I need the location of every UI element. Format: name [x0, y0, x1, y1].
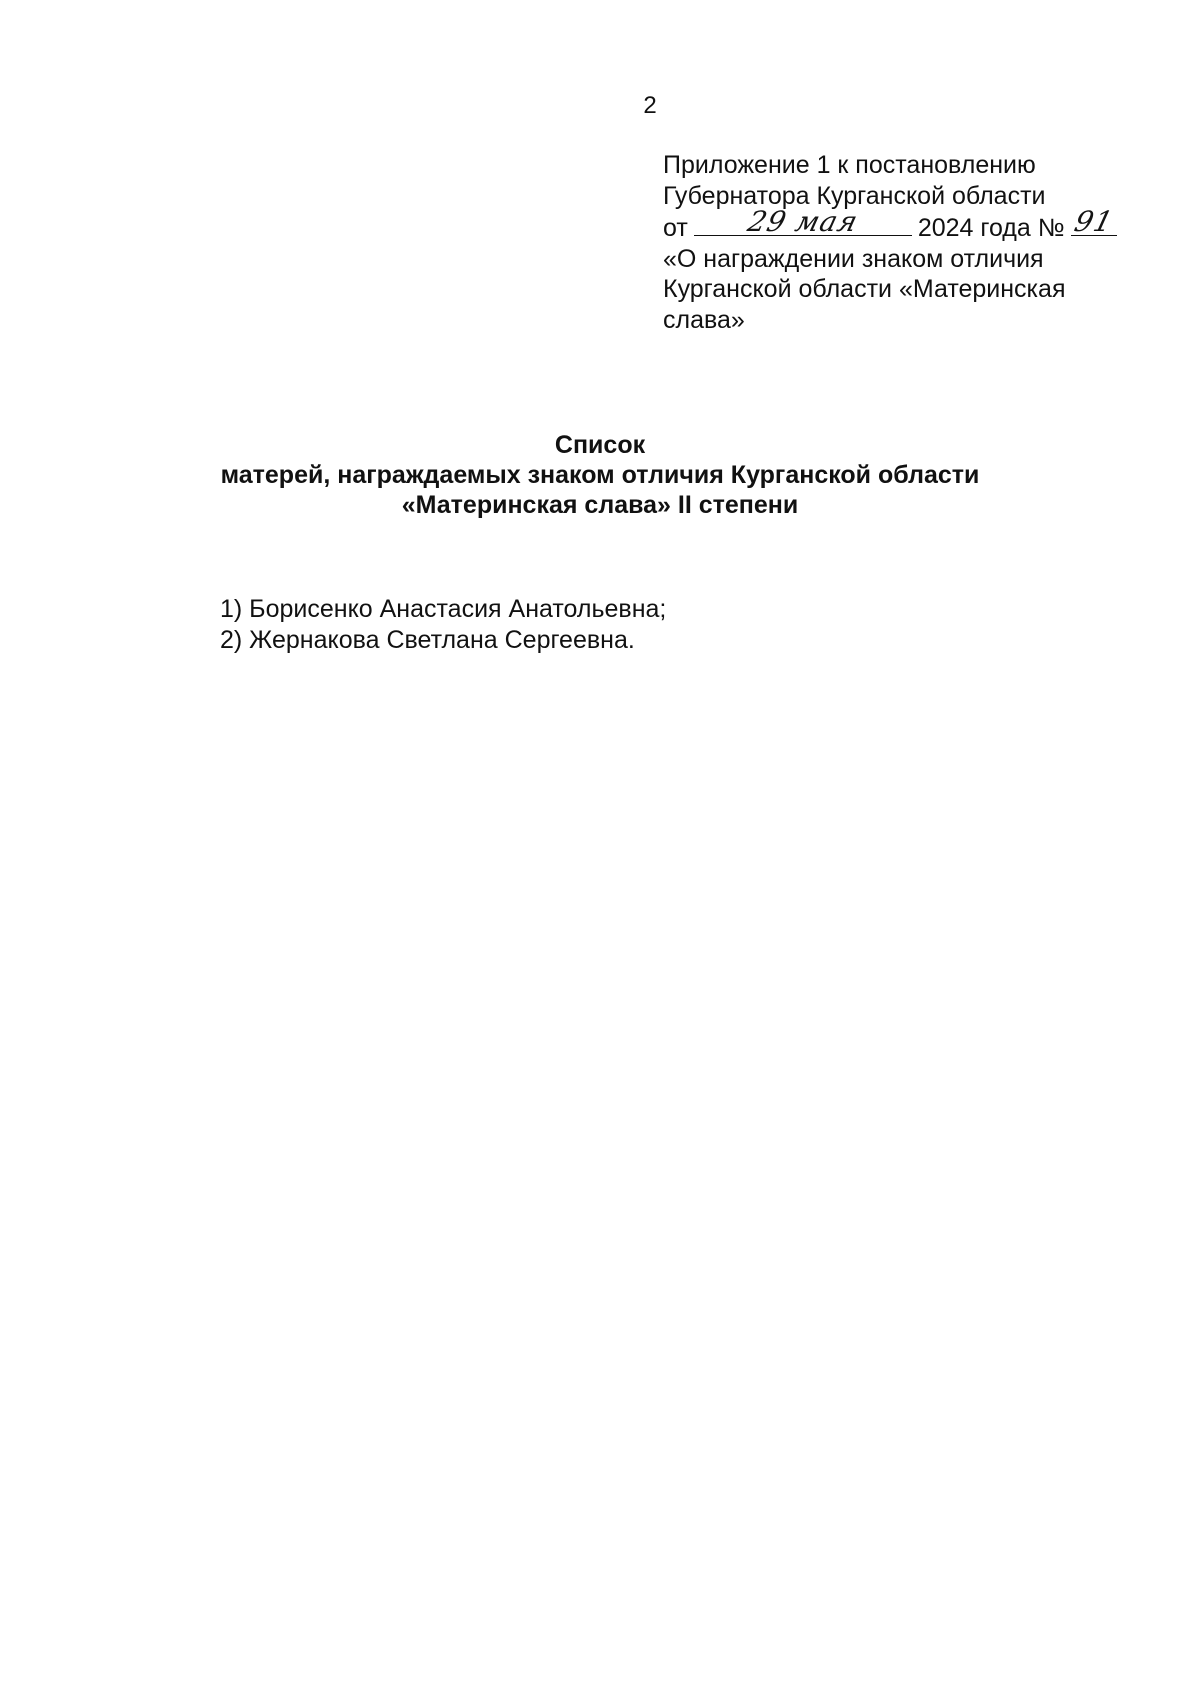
handwritten-date: 29 мая	[744, 205, 862, 238]
list-item: 2) Жернакова Светлана Сергеевна.	[220, 625, 635, 654]
number-blank	[1070, 205, 1117, 238]
date-blank	[694, 205, 912, 238]
title-line-2: матерей, награждаемых знаком отличия Курганской области	[220, 461, 980, 489]
appendix-date-line	[663, 205, 1123, 244]
document-title	[0, 430, 1200, 520]
appendix-line-6: слава»	[663, 305, 745, 334]
date-prefix: от	[663, 214, 688, 242]
title-line-1: Список	[554, 431, 646, 459]
handwritten-number: 91	[1070, 205, 1117, 238]
appendix-header	[663, 150, 1123, 335]
appendix-line-2: Губернатора Курганской области	[663, 181, 1046, 210]
year-text: 2024 года №	[917, 214, 1065, 242]
appendix-line-5: Курганской области «Материнская	[663, 275, 1066, 303]
page-number: 2	[643, 92, 657, 119]
title-line-3: «Материнская слава» II степени	[401, 491, 799, 519]
list-item: 1) Борисенко Анастасия Анатольевна;	[220, 595, 667, 623]
recipients-list	[220, 594, 666, 655]
appendix-line-1: Приложение 1 к постановлению	[663, 151, 1036, 179]
appendix-line-4: «О награждении знаком отличия	[663, 244, 1044, 273]
